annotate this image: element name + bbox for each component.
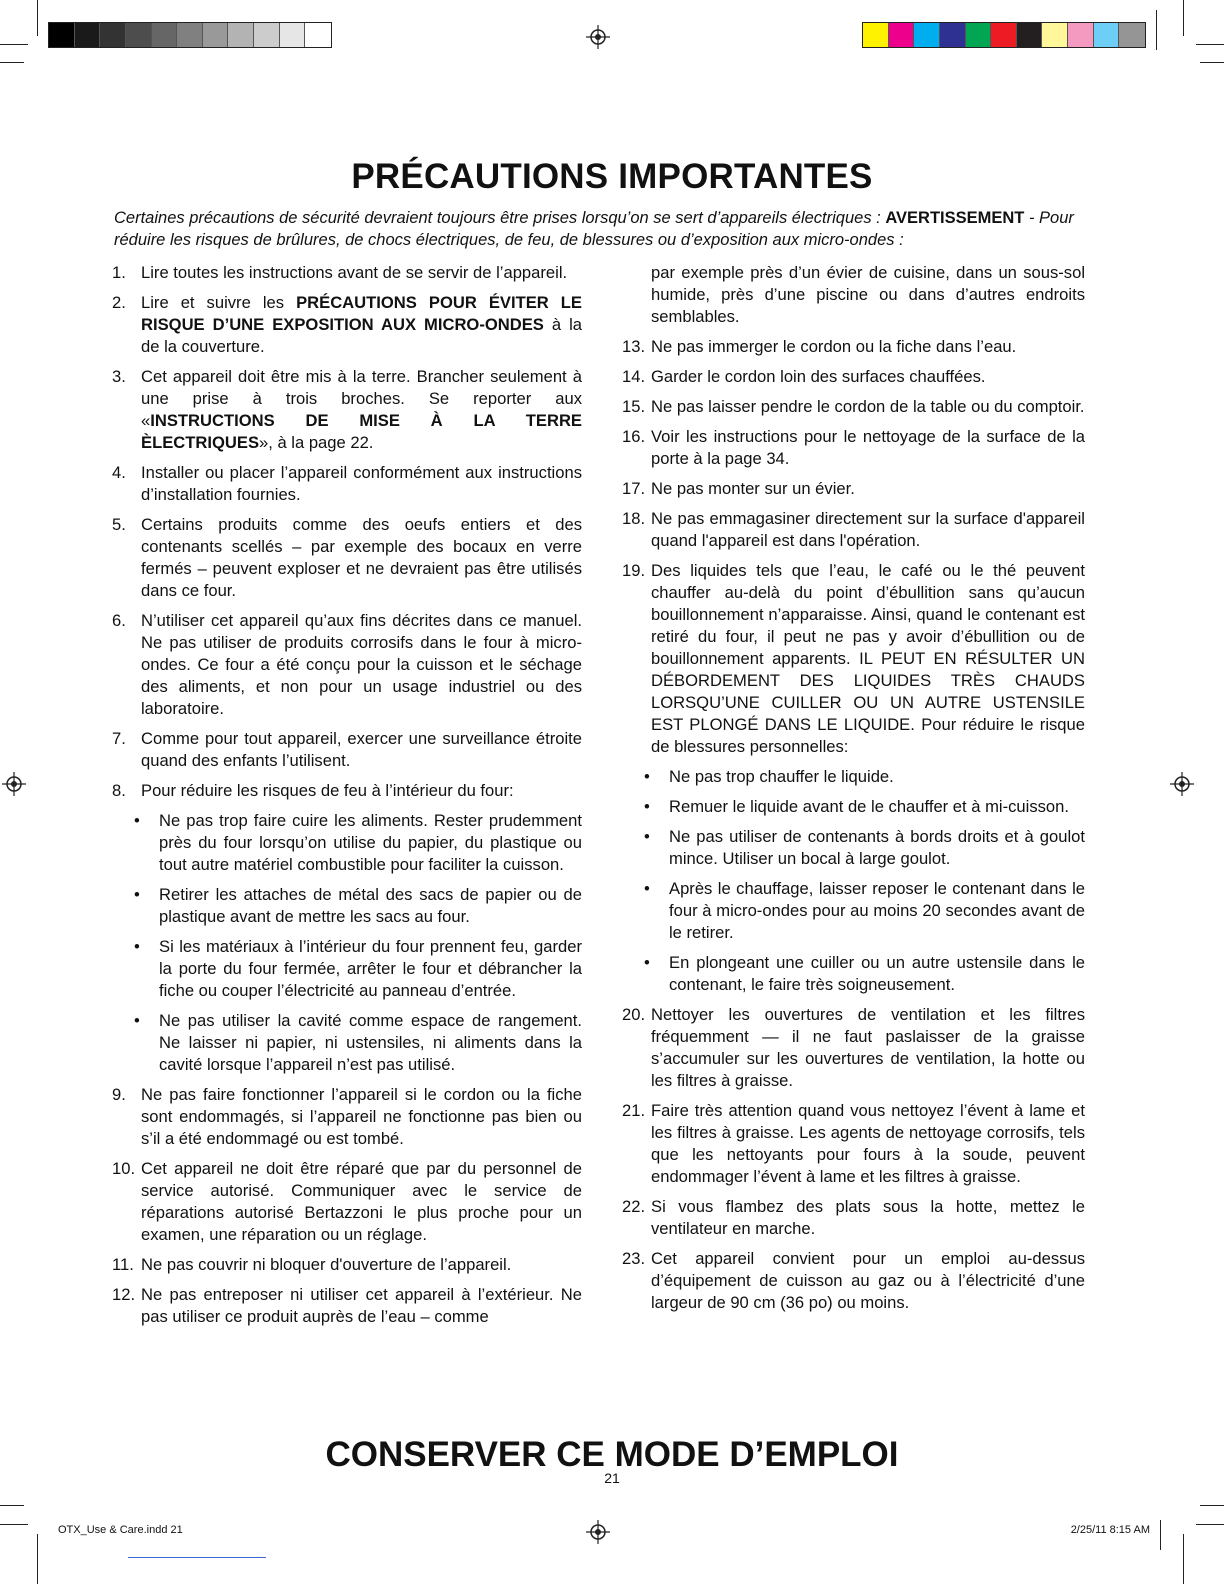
item-text: Faire très attention quand vous nettoyez l’évent à lame et les filtres à graisse. Les agents de nettoyage corrosifs, tels que les nettoyants pour fours à la soude, peuvent endommager l’évent à lame et les filtres à graisse. <box>651 1101 1085 1186</box>
list-item <box>622 1004 1085 1092</box>
right-column <box>622 262 1085 1322</box>
item-number: 20. <box>622 1005 646 1024</box>
calibration-swatch <box>940 23 966 47</box>
item-number: 9. <box>112 1085 126 1104</box>
list-item <box>112 1084 582 1150</box>
item-text: Cet appareil doit être mis à la terre. Brancher seulement à une prise à trois broches. Se reporter aux «INSTRUCTIONS DE MISE À LA TERRE ÈLECTRIQUES», à la page 22. <box>141 367 582 452</box>
intro-paragraph <box>114 207 1099 251</box>
item-text: Voir les instructions pour le nettoyage de la surface de la porte à la page 34. <box>651 427 1085 468</box>
item-text: Ne pas immerger le cordon ou la fiche dans l’eau. <box>651 337 1017 356</box>
item-number: 10. <box>112 1159 136 1178</box>
item-number: 8. <box>112 781 126 800</box>
item-number: 15. <box>622 397 646 416</box>
bullet-icon: • <box>134 811 140 830</box>
bullet-item <box>644 766 1085 788</box>
item-number: 23. <box>622 1249 646 1268</box>
bullet-icon: • <box>134 937 140 956</box>
calibration-swatch <box>1017 23 1043 47</box>
bullet-icon: • <box>644 953 650 972</box>
item-text: Cet appareil ne doit être réparé que par du personnel de service autorisé. Communiquer avec le service de réparations autorisé Bertazzoni le plus proche pour un examen, une réparation ou un réglage. <box>141 1159 582 1244</box>
bullet-text: Retirer les attaches de métal des sacs de papier ou de plastique avant de mettre les sacs au four. <box>159 885 582 926</box>
list-item <box>622 426 1085 470</box>
calibration-swatch <box>889 23 915 47</box>
crop-mark <box>37 0 38 36</box>
list-item <box>112 610 582 720</box>
calibration-swatch <box>863 23 889 47</box>
item-text: Des liquides tels que l’eau, le café ou le thé peuvent chauffer au-delà du point d’ébullition sans qu’aucun bouillonnement n’apparaisse. Ainsi, quand le contenant est retiré du four, il peut ne pas y avoir d’ébullition ou de bouillonnement apparents. IL PEUT EN RÉSULTER UN DÉBORDEMENT DES LIQUIDES TRÈS CHAUDS LORSQU’UNE CUILLER OU UN AUTRE USTENSILE EST PLONGÉ DANS LE LIQUIDE. Pour réduire le risque de blessures personnelles: <box>651 561 1085 756</box>
list-item <box>112 514 582 602</box>
calibration-swatch <box>280 23 306 47</box>
list-item <box>112 1254 582 1276</box>
crop-mark <box>0 62 24 63</box>
calibration-swatch <box>203 23 229 47</box>
list-item <box>622 366 1085 388</box>
item-continuation: par exemple près d’un évier de cuisine, dans un sous-sol humide, près d’une piscine ou dans d’autres endroits semblables. <box>651 263 1085 326</box>
crop-mark <box>1183 0 1184 36</box>
bullet-text: Ne pas trop faire cuire les aliments. Rester prudemment près du four lorsqu’on utilise du papier, du plastique ou tout autre matériel combustible pour faciliter la cuisson. <box>159 811 582 874</box>
item-text: Ne pas monter sur un évier. <box>651 479 855 498</box>
item-text: Installer ou placer l’appareil conformément aux instructions d’installation fournies. <box>141 463 582 504</box>
calibration-swatch <box>100 23 126 47</box>
calibration-swatch <box>75 23 101 47</box>
list-item <box>112 462 582 506</box>
crop-mark <box>1156 10 1157 50</box>
item-number: 1. <box>112 263 126 282</box>
crop-mark <box>1196 1524 1224 1525</box>
grayscale-calibration-bar <box>48 22 332 48</box>
bullet-item <box>134 810 582 876</box>
item-text: Si vous flambez des plats sous la hotte, mettez le ventilateur en marche. <box>651 1197 1085 1238</box>
intro-warning: AVERTISSEMENT <box>885 209 1025 227</box>
list-item <box>622 336 1085 358</box>
item-text: Certains produits comme des oeufs entiers et des contenants scellés – par exemple des bocaux en verre fermés – peuvent exploser et ne devraient pas être utilisés dans ce four. <box>141 515 582 600</box>
item-text: Pour réduire les risques de feu à l’intérieur du four: <box>141 781 514 800</box>
item-text: N’utiliser cet appareil qu’aux fins décrites dans ce manuel. Ne pas utiliser de produits corrosifs dans le four à micro-ondes. Ce four a été conçu pour la cuisson et le séchage des aliments, et non pour un usage industriel ou des laboratoire. <box>141 611 582 718</box>
item-number: 18. <box>622 509 646 528</box>
item-number: 14. <box>622 367 646 386</box>
calibration-swatch <box>1094 23 1120 47</box>
list-item <box>112 1284 582 1328</box>
bullet-item <box>134 1010 582 1076</box>
calibration-swatch <box>305 23 331 47</box>
crop-mark <box>0 1505 24 1506</box>
item-text: Ne pas couvrir ni bloquer d'ouverture de l’appareil. <box>141 1255 512 1274</box>
calibration-swatch <box>177 23 203 47</box>
item-number: 4. <box>112 463 126 482</box>
item-text: Lire toutes les instructions avant de se servir de l’appareil. <box>141 263 568 282</box>
bullet-icon: • <box>134 885 140 904</box>
bullet-item <box>644 878 1085 944</box>
page-title: PRÉCAUTIONS IMPORTANTES <box>351 157 873 197</box>
item-text: Ne pas entreposer ni utiliser cet appareil à l’extérieur. Ne pas utiliser ce produit auprès de l’eau – comme <box>141 1285 582 1326</box>
list-item <box>112 1158 582 1246</box>
item-text: Ne pas faire fonctionner l’appareil si le cordon ou la fiche sont endommagés, si l’appareil ne fonctionne pas bien ou s’il a été endommagé ou est tombé. <box>141 1085 582 1148</box>
list-item <box>622 478 1085 500</box>
bullet-icon: • <box>644 797 650 816</box>
crop-mark <box>37 1534 38 1584</box>
list-item <box>112 366 582 454</box>
calibration-swatch <box>126 23 152 47</box>
calibration-swatch <box>1042 23 1068 47</box>
bullet-text: En plongeant une cuiller ou un autre ustensile dans le contenant, le faire très soigneusement. <box>669 953 1085 994</box>
item-number: 13. <box>622 337 646 356</box>
bullet-item <box>644 826 1085 870</box>
calibration-swatch <box>966 23 992 47</box>
bullet-text: Ne pas utiliser la cavité comme espace de rangement. Ne laisser ni papier, ni ustensiles, ni aliments dans la cavité lorsque l’appareil n’est pas utilisé. <box>159 1011 582 1074</box>
bullet-icon: • <box>644 879 650 898</box>
list-item <box>622 560 1085 758</box>
item-text: Garder le cordon loin des surfaces chauffées. <box>651 367 986 386</box>
calibration-swatch <box>991 23 1017 47</box>
bullet-icon: • <box>644 827 650 846</box>
list-item <box>112 728 582 772</box>
bullet-text: Si les matériaux à l’intérieur du four prennent feu, garder la porte du four fermée, arrêter le four et débrancher la fiche ou couper l’électricité au panneau d’entrée. <box>159 937 582 1000</box>
item-number: 2. <box>112 293 126 312</box>
list-item <box>622 1100 1085 1188</box>
list-item <box>622 396 1085 418</box>
calibration-swatch <box>1119 23 1145 47</box>
item-text: Lire et suivre les PRÉCAUTIONS POUR ÉVITER LE RISQUE D’UNE EXPOSITION AUX MICRO-ONDES à la de la couverture. <box>141 293 582 356</box>
color-calibration-bar <box>862 22 1146 48</box>
item-text: Cet appareil convient pour un emploi au-dessus d’équipement de cuisson au gaz ou à l’électricité d’une largeur de 90 cm (36 po) ou moins. <box>651 1249 1085 1312</box>
item-number: 7. <box>112 729 126 748</box>
registration-mark-icon <box>586 25 610 49</box>
left-column <box>112 262 582 1336</box>
item-text: Nettoyer les ouvertures de ventilation et les filtres fréquemment — il ne faut paslaisser de la graisse s’accumuler sur les ouvertures de ventilation, la hotte ou les filtres à graisse. <box>651 1005 1085 1090</box>
registration-mark-icon <box>1170 772 1194 796</box>
item-bold-text: PRÉCAUTIONS POUR ÉVITER LE RISQUE D’UNE EXPOSITION AUX MICRO-ONDES <box>141 293 582 334</box>
list-item <box>622 1248 1085 1314</box>
item-number: 6. <box>112 611 126 630</box>
intro-lead: Certaines précautions de sécurité devraient toujours être prises lorsqu’on se sert d’appareils électriques : <box>114 209 886 227</box>
crop-mark <box>1196 44 1224 45</box>
intro-rest: - Pour réduire les risques de brûlures, de chocs électriques, de feu, de blessures ou d’exposition aux micro-ondes : <box>114 209 1074 249</box>
list-item <box>112 262 582 284</box>
calibration-swatch <box>914 23 940 47</box>
item-text: Ne pas laisser pendre le cordon de la table ou du comptoir. <box>651 397 1085 416</box>
page-number: 21 <box>604 1470 620 1486</box>
bullet-text: Ne pas trop chauffer le liquide. <box>669 767 894 786</box>
bullet-item <box>134 884 582 928</box>
bullet-text: Après le chauffage, laisser reposer le contenant dans le four à micro-ondes pour au moins 20 secondes avant de le retirer. <box>669 879 1085 942</box>
date-slug: 2/25/11 8:15 AM <box>1070 1524 1150 1536</box>
registration-mark-icon <box>586 1520 610 1544</box>
calibration-swatch <box>152 23 178 47</box>
list-item <box>622 1196 1085 1240</box>
bullet-icon: • <box>644 767 650 786</box>
bullet-text: Remuer le liquide avant de le chauffer et à mi-cuisson. <box>669 797 1069 816</box>
item-number: 22. <box>622 1197 646 1216</box>
crop-mark <box>1200 1505 1224 1506</box>
item-number: 21. <box>622 1101 646 1120</box>
item-number: 19. <box>622 561 646 580</box>
list-item <box>112 780 582 802</box>
crop-mark <box>1183 1534 1184 1584</box>
item-text: Comme pour tout appareil, exercer une surveillance étroite quand des enfants l’utilisent. <box>141 729 582 770</box>
crop-mark <box>1160 1520 1161 1550</box>
bullet-item <box>134 936 582 1002</box>
bullet-text: Ne pas utiliser de contenants à bords droits et à goulot mince. Utiliser un bocal à large goulot. <box>669 827 1085 868</box>
list-item <box>112 292 582 358</box>
item-number: 5. <box>112 515 126 534</box>
item-text: Ne pas emmagasiner directement sur la surface d'appareil quand l'appareil est dans l'opération. <box>651 509 1085 550</box>
blue-rule <box>128 1557 266 1558</box>
crop-mark <box>0 44 28 45</box>
item-number: 12. <box>112 1285 136 1304</box>
list-item <box>622 508 1085 552</box>
item-bold-text: INSTRUCTIONS DE MISE À LA TERRE ÈLECTRIQUES <box>141 411 582 452</box>
calibration-swatch <box>228 23 254 47</box>
calibration-swatch <box>49 23 75 47</box>
bullet-item <box>644 796 1085 818</box>
item-number: 17. <box>622 479 646 498</box>
crop-mark <box>1200 62 1224 63</box>
bullet-item <box>644 952 1085 996</box>
bullet-icon: • <box>134 1011 140 1030</box>
file-slug: OTX_Use & Care.indd 21 <box>58 1524 183 1536</box>
calibration-swatch <box>1068 23 1094 47</box>
item-number: 16. <box>622 427 646 446</box>
item-number: 3. <box>112 367 126 386</box>
item-number: 11. <box>112 1255 134 1274</box>
footer-title: CONSERVER CE MODE D’EMPLOI <box>325 1435 899 1475</box>
registration-mark-icon <box>2 772 26 796</box>
crop-mark <box>0 1524 28 1525</box>
calibration-swatch <box>254 23 280 47</box>
